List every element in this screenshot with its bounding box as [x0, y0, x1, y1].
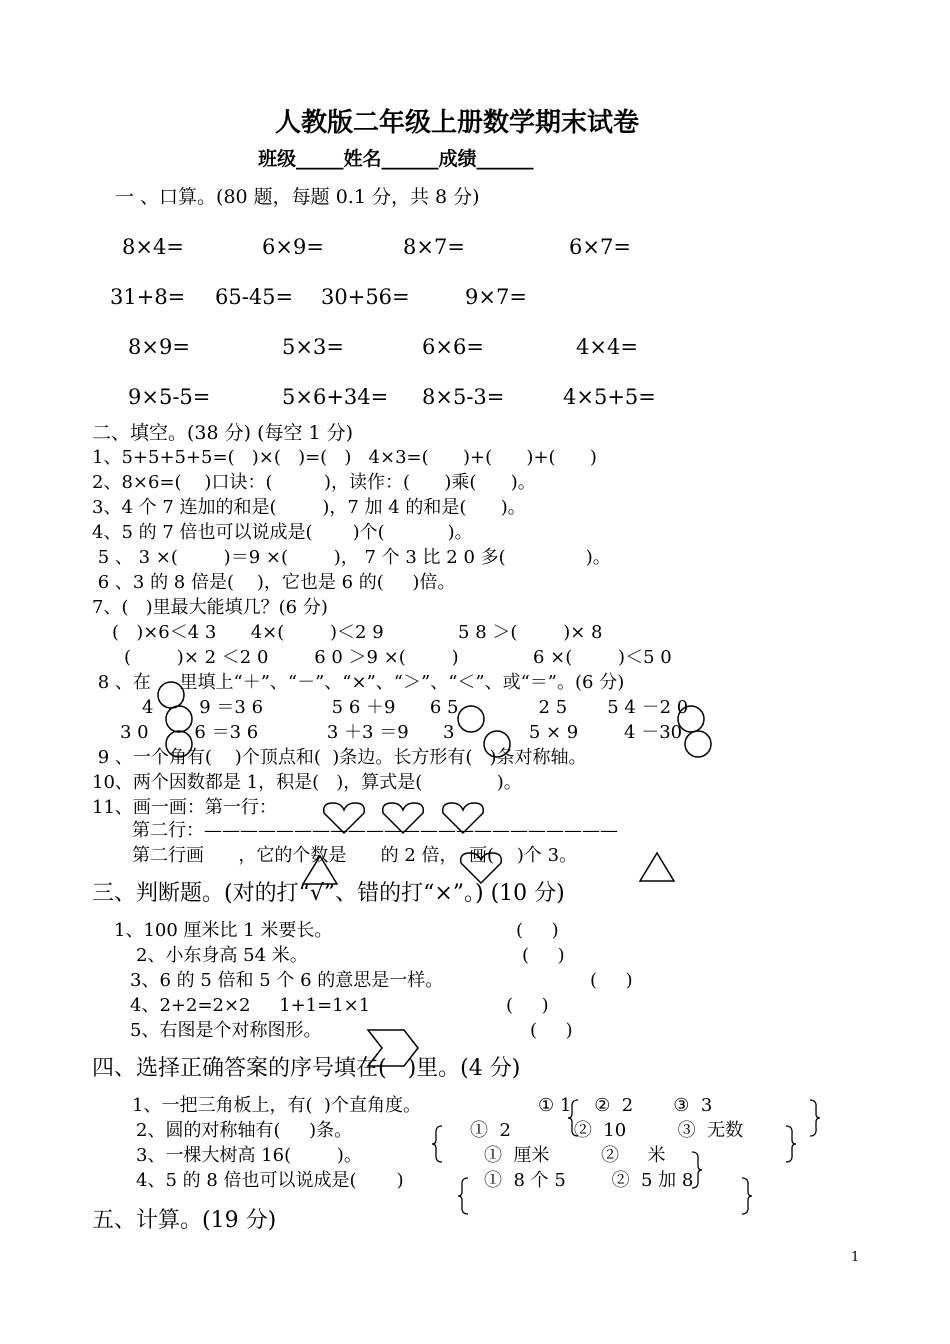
- fill-q4: 4、5 的 7 倍也可以说成是( )个( )。: [92, 522, 473, 543]
- judge-q3-blank: ( ): [590, 970, 633, 991]
- choice-q2-options: ① 2 ② 10 ③ 无数: [470, 1120, 744, 1141]
- student-info-line: 班级_____姓名______成绩______: [258, 148, 534, 170]
- judge-q2-blank: ( ): [522, 945, 565, 966]
- choice-q1: 1、一把三角板上，有( )个直角度。: [132, 1095, 421, 1116]
- choice-q3-options: ① 厘米 ② 米: [484, 1145, 666, 1166]
- left-brace-icon: [430, 1124, 444, 1164]
- fill-q7: 7、( )里最大能填几？(6 分): [92, 597, 328, 618]
- fill-q11-instruction: 第二行画 ，它的个数是 的 2 倍， 画( )个 3。: [132, 845, 578, 866]
- fill-q8-row-a: 4 9 ＝3 6 5 6 ＋9 6 5 2 5 5 4 －2 0: [142, 697, 689, 718]
- oral-r3-c2: 5×3=: [282, 335, 344, 359]
- oral-r1-c4: 6×7=: [569, 235, 631, 259]
- fill-q9: 9 、一个角有( )个顶点和( )条边。长方形有( )条对称轴。: [92, 747, 587, 768]
- fill-q11-line: 第二行：———————————————————————: [132, 820, 618, 841]
- judge-q4: 4、2+2=2×2 1+1=1×1: [130, 995, 371, 1016]
- choice-q1-options: ① 1 ② 2 ③ 3: [538, 1095, 713, 1116]
- judge-q1-blank: ( ): [516, 920, 559, 941]
- page-title: 人教版二年级上册数学期末试卷: [275, 108, 640, 138]
- judge-q5: 5、右图是个对称图形。: [130, 1020, 322, 1041]
- right-brace-icon: [740, 1176, 754, 1216]
- oral-r3-c1: 8×9=: [128, 335, 190, 359]
- heart-icon: [380, 801, 426, 835]
- section-4-heading: 四、选择正确答案的序号填在( )里。(4 分): [92, 1056, 521, 1081]
- fill-q11: 11、画一画：第一行：: [92, 797, 277, 818]
- fill-q6: 6 、3 的 8 倍是( )，它也是 6 的( )倍。: [92, 572, 456, 593]
- judge-q3: 3、6 的 5 倍和 5 个 6 的意思是一样。: [130, 970, 444, 991]
- judge-q5-blank: ( ): [530, 1020, 573, 1041]
- oral-r2-c2: 65-45=: [215, 285, 294, 309]
- left-brace-icon: [566, 1098, 580, 1138]
- circle-icon: [164, 729, 194, 759]
- fill-q2: 2、8×6=( )口诀：( )，读作：( )乘( )。: [92, 472, 536, 493]
- oral-r3-c4: 4×4=: [576, 335, 638, 359]
- fill-q1: 1、5+5+5+5=( )×( )=( ) 4×3=( )+( )+( ): [92, 447, 597, 468]
- oral-r4-c4: 4×5+5=: [563, 385, 656, 409]
- fill-q7-row-a: ( )×6＜4 3 4×( )＜2 9 5 8 ＞( )× 8: [112, 622, 603, 643]
- section-1-heading: 一 、口算。(80 题，每题 0.1 分，共 8 分): [115, 186, 480, 208]
- oral-r1-c2: 6×9=: [262, 235, 324, 259]
- oral-r4-c2: 5×6+34=: [282, 385, 389, 409]
- fill-q3: 3、4 个 7 连加的和是( )，7 加 4 的和是( )。: [92, 497, 526, 518]
- right-brace-icon: [784, 1124, 798, 1164]
- choice-q4: 4、5 的 8 倍也可以说成是( ): [136, 1170, 404, 1191]
- heart-icon: [440, 801, 486, 835]
- fill-q8: 8 、在 里填上“＋”、“－”、“×”、“＞”、“＜”、或“＝”。(6 分): [92, 672, 625, 693]
- judge-q2: 2、小东身高 54 米。: [136, 945, 308, 966]
- circle-icon: [683, 729, 713, 759]
- oral-r4-c3: 8×5-3=: [422, 385, 505, 409]
- choice-q4-options: ① 8 个 5 ② 5 加 8: [484, 1170, 694, 1191]
- section-3-heading: 三、判断题。(对的打“√”、错的打“×”。) (10 分): [92, 881, 565, 906]
- oral-r1-c3: 8×7=: [403, 235, 465, 259]
- oral-r2-c1: 31+8=: [110, 285, 186, 309]
- right-brace-icon: [808, 1098, 822, 1138]
- judge-q1: 1、100 厘米比 1 米要长。: [114, 920, 333, 941]
- triangle-icon: [638, 851, 676, 883]
- fill-q7-row-b: ( )× 2 ＜2 0 6 0 ＞9 ×( ) 6 ×( )＜5 0: [124, 647, 672, 668]
- oral-r1-c1: 8×4=: [122, 235, 184, 259]
- heart-icon: [321, 801, 367, 835]
- choice-q2: 2、圆的对称轴有( )条。: [136, 1120, 353, 1141]
- oral-r4-c1: 9×5-5=: [128, 385, 211, 409]
- fill-q8-row-b: 3 0 6 ＝3 6 3 ＋3 ＝9 3 5 × 9 4 －30: [120, 722, 683, 743]
- oral-r3-c3: 6×6=: [422, 335, 484, 359]
- choice-q3: 3、一棵大树高 16( )。: [136, 1145, 362, 1166]
- oral-r2-c3: 30+56=: [321, 285, 410, 309]
- fill-q5: 5 、 3 ×( )＝9 ×( )， 7 个 3 比 2 0 多( )。: [92, 547, 611, 568]
- oral-r2-c4: 9×7=: [465, 285, 527, 309]
- heart-icon: [458, 851, 504, 885]
- section-2-heading: 二、填空。(38 分) (每空 1 分): [92, 422, 354, 444]
- left-brace-icon: [456, 1176, 470, 1216]
- judge-q4-blank: ( ): [506, 995, 549, 1016]
- section-5-heading: 五、计算。(19 分): [92, 1208, 277, 1233]
- circle-icon: [482, 729, 512, 759]
- fill-q10: 10、两个因数都是 1，积是( )，算式是( )。: [92, 772, 522, 793]
- right-brace-icon: [690, 1150, 704, 1190]
- page-number: 1: [851, 1250, 860, 1265]
